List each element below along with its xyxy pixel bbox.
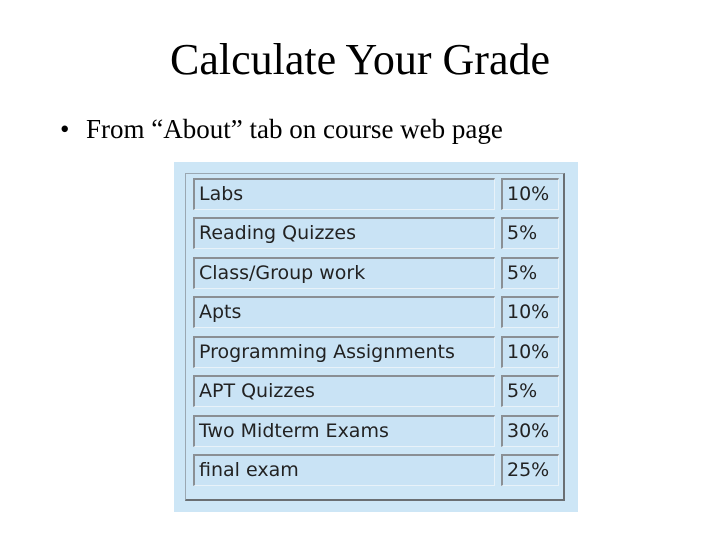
grade-component-percent: 10% bbox=[501, 178, 559, 210]
table-row bbox=[186, 411, 563, 447]
grade-component-label: APT Quizzes bbox=[193, 375, 495, 407]
table-row bbox=[186, 213, 563, 249]
table-row bbox=[186, 292, 563, 328]
bullet-text: From “About” tab on course web page bbox=[86, 114, 503, 144]
table-row bbox=[186, 332, 563, 368]
grade-breakdown-table bbox=[185, 173, 565, 501]
grade-component-label: Reading Quizzes bbox=[193, 217, 495, 249]
grade-component-percent: 5% bbox=[501, 257, 559, 289]
grade-component-percent: 30% bbox=[501, 415, 559, 447]
grade-component-percent: 10% bbox=[501, 296, 559, 328]
table-row bbox=[186, 253, 563, 289]
grade-component-percent: 25% bbox=[501, 454, 559, 486]
bullet-marker: • bbox=[60, 114, 70, 144]
grade-component-label: Two Midterm Exams bbox=[193, 415, 495, 447]
grade-component-label: final exam bbox=[193, 454, 495, 486]
grade-component-label: Programming Assignments bbox=[193, 336, 495, 368]
table-row bbox=[186, 174, 563, 210]
grade-component-label: Class/Group work bbox=[193, 257, 495, 289]
table-row bbox=[186, 371, 563, 407]
grade-component-percent: 5% bbox=[501, 217, 559, 249]
table-row bbox=[186, 450, 563, 486]
slide-title: Calculate Your Grade bbox=[169, 35, 550, 84]
grade-component-percent: 10% bbox=[501, 336, 559, 368]
grade-component-percent: 5% bbox=[501, 375, 559, 407]
grade-breakdown-panel bbox=[174, 162, 578, 512]
grade-component-label: Labs bbox=[193, 178, 495, 210]
bullet-item bbox=[60, 112, 503, 146]
grade-component-label: Apts bbox=[193, 296, 495, 328]
